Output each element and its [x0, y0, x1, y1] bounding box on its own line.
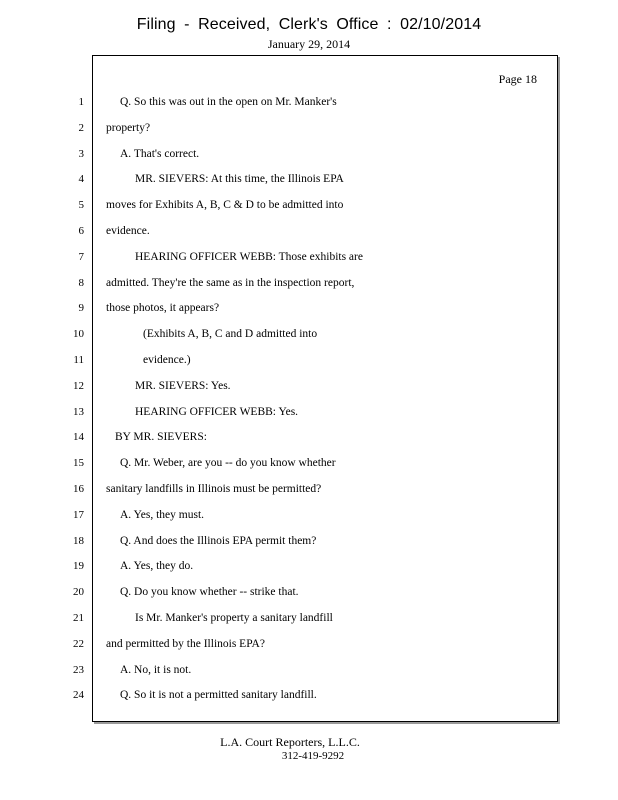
transcript-body	[106, 94, 546, 713]
line-number: 7	[78, 250, 84, 263]
transcript-line: Q. Mr. Weber, are you -- do you know whether	[120, 457, 336, 470]
line-number: 3	[78, 147, 84, 160]
transcript-line: evidence.)	[143, 353, 191, 366]
transcript-line: those photos, it appears?	[106, 302, 220, 315]
line-number: 20	[73, 586, 84, 599]
line-number: 16	[73, 482, 84, 495]
transcript-date: January 29, 2014	[267, 37, 351, 51]
transcript-line: A. Yes, they do.	[120, 560, 194, 573]
line-number: 5	[78, 199, 84, 212]
line-number: 23	[73, 663, 84, 676]
transcript-line: evidence.	[106, 224, 150, 237]
line-number: 12	[73, 379, 84, 392]
line-number: 9	[78, 302, 84, 315]
line-number: 19	[73, 560, 84, 573]
court-reporter-phone: 312-419-9292	[281, 750, 345, 762]
line-number: 18	[73, 534, 84, 547]
transcript-line: Is Mr. Manker's property a sanitary landfill	[135, 611, 333, 624]
line-number: 17	[73, 508, 84, 521]
transcript-line: moves for Exhibits A, B, C & D to be admitted into	[106, 199, 344, 212]
transcript-line: A. Yes, they must.	[120, 508, 205, 521]
page-number: Page 18	[498, 72, 537, 86]
transcript-line: Q. So it is not a permitted sanitary landfill.	[120, 689, 317, 702]
line-number-column	[60, 94, 84, 713]
transcript-line: MR. SIEVERS: At this time, the Illinois EPA	[135, 173, 344, 186]
line-number: 24	[73, 689, 84, 702]
line-number: 11	[73, 353, 84, 366]
line-number: 21	[73, 611, 84, 624]
transcript-line: and permitted by the Illinois EPA?	[106, 637, 265, 650]
transcript-line: BY MR. SIEVERS:	[115, 431, 207, 444]
transcript-line: A. No, it is not.	[120, 663, 192, 676]
transcript-line: MR. SIEVERS: Yes.	[135, 379, 231, 392]
transcript-line: Q. And does the Illinois EPA permit them?	[120, 534, 317, 547]
line-number: 4	[78, 173, 84, 186]
transcript-line: (Exhibits A, B, C and D admitted into	[143, 328, 318, 341]
transcript-line: Q. Do you know whether -- strike that.	[120, 586, 299, 599]
line-number: 15	[73, 457, 84, 470]
line-number: 14	[73, 431, 84, 444]
line-number: 13	[73, 405, 84, 418]
transcript-line: property?	[106, 121, 151, 134]
transcript-line: sanitary landfills in Illinois must be permitted?	[106, 482, 322, 495]
line-number: 1	[78, 96, 84, 108]
court-reporter-name: L.A. Court Reporters, L.L.C.	[220, 735, 360, 749]
line-number: 2	[78, 121, 84, 134]
line-number: 6	[78, 224, 84, 237]
line-number: 22	[73, 637, 84, 650]
transcript-line: A. That's correct.	[120, 147, 200, 160]
line-number: 10	[73, 328, 84, 341]
line-number: 8	[78, 276, 84, 289]
filing-stamp: Filing - Received, Clerk's Office : 02/10/2014	[136, 16, 482, 33]
transcript-line: HEARING OFFICER WEBB: Yes.	[135, 405, 299, 418]
transcript-line: Q. So this was out in the open on Mr. Manker's	[120, 96, 337, 108]
transcript-line: HEARING OFFICER WEBB: Those exhibits are	[135, 250, 363, 263]
transcript-line: admitted. They're the same as in the inspection report,	[106, 276, 355, 289]
